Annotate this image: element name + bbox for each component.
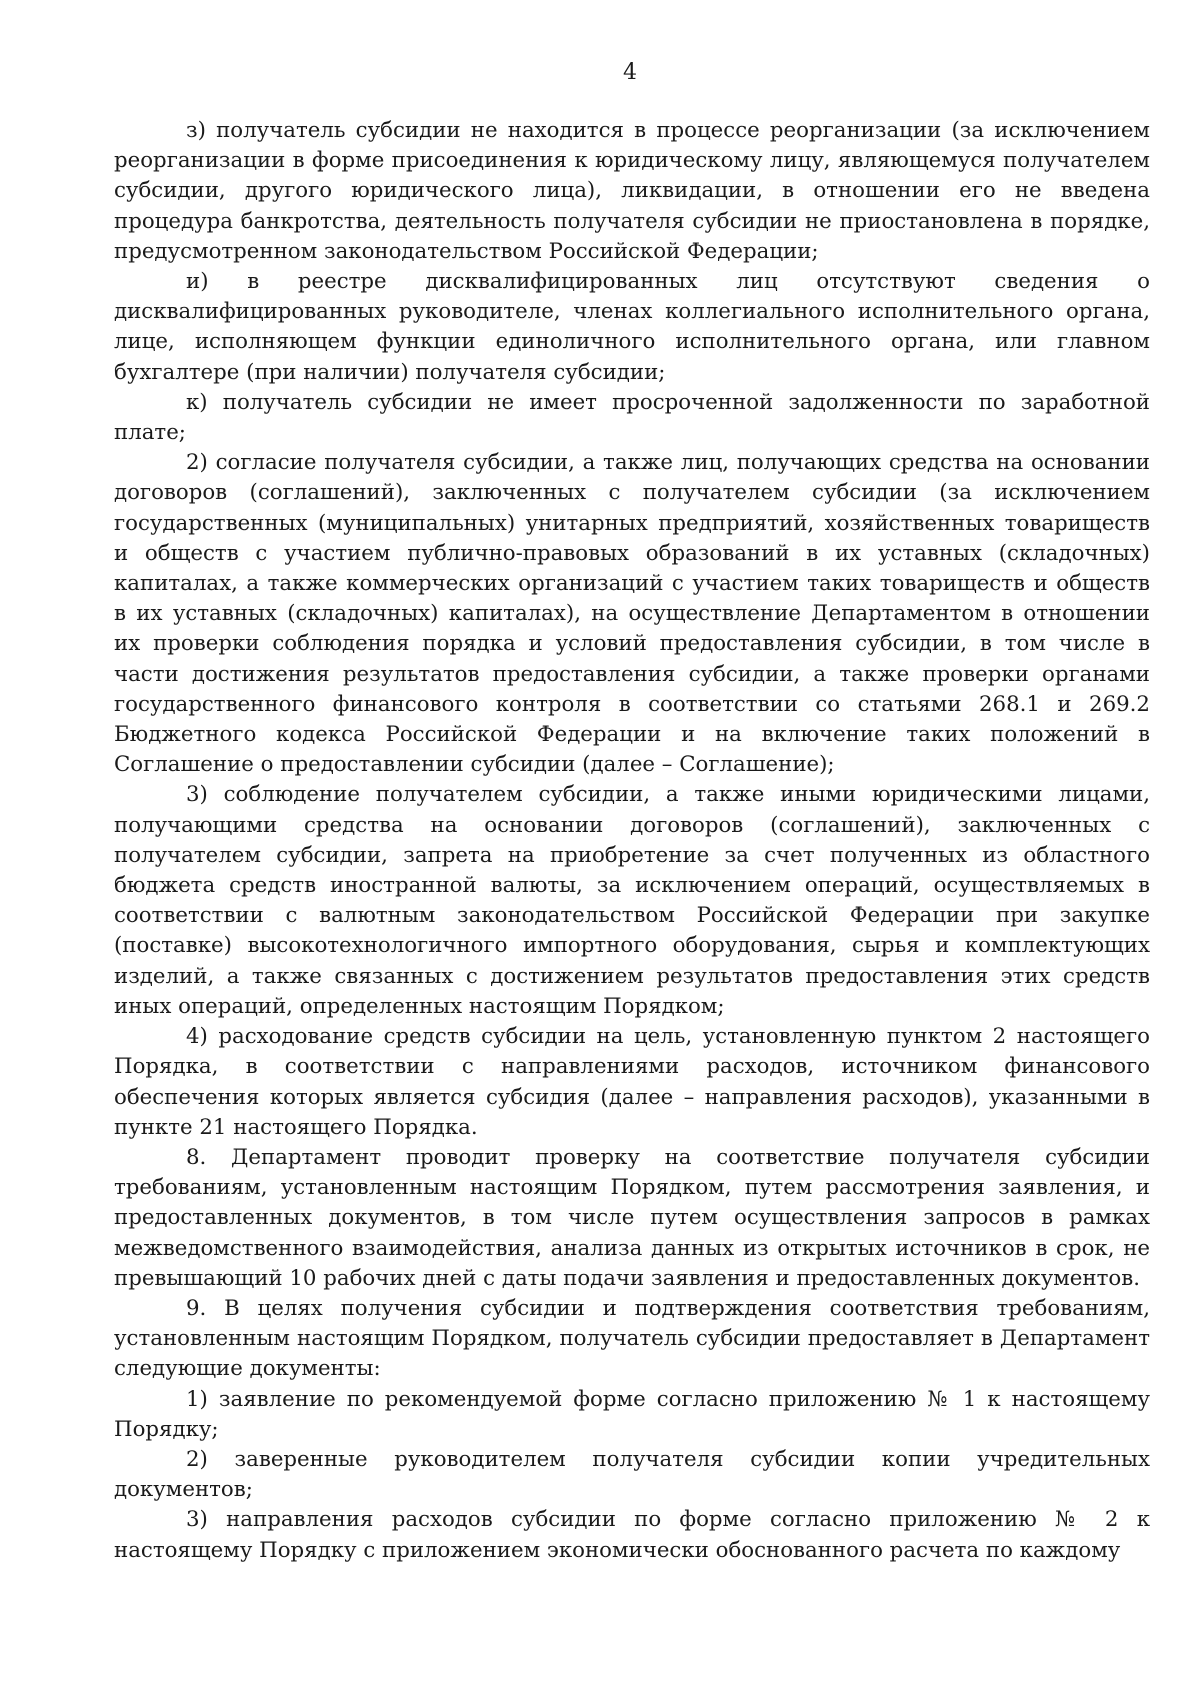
paragraph-9-1: 1) заявление по рекомендуемой форме согласно приложению № 1 к настоящему Порядку; [114, 1386, 1150, 1442]
paragraph-4: 4) расходование средств субсидии на цель, установленную пунктом 2 настоящего Порядка, в соответствии с направлениями расходов, источником финансового обеспечения которых является субсидия (далее – направления расходов), указанными в пункте 21 настоящего Порядка. [114, 1024, 1150, 1140]
paragraph-3: 3) соблюдение получателем субсидии, а также иными юридическими лицами, получающими средства на основании договоров (соглашений), заключенных с получателем субсидии, запрета на приобретение за счет полученных из областного бюджета средств иностранной валюты, за исключением операций, осуществляемых в соответствии с валютным законодательством Российской Федерации при закупке (поставке) высокотехнологичного импортного оборудования, сырья и комплектующих изделий, а также связанных с достижением результатов предоставления этих средств иных операций, определенных настоящим Порядком; [114, 782, 1150, 1019]
paragraph-k: к) получатель субсидии не имеет просроченной задолженности по заработной плате; [114, 389, 1150, 446]
document-body [114, 116, 1150, 1566]
paragraph-2: 2) согласие получателя субсидии, а также лиц, получающих средства на основании договоров (соглашений), заключенных с получателем субсидии (за исключением государственных (муниципальных) унитарных предприятий, хозяйственных товариществ и обществ с участием публично-правовых образований в их уставных (складочных) капиталах, а также коммерческих организаций с участием таких товариществ и обществ в их уставных (складочных) капиталах), на осуществление Департаментом в отношении их проверки соблюдения порядка и условий предоставления субсидии, в том числе в части достижения результатов предоставления субсидии, а также проверки органами государственного финансового контроля в соответствии со статьями 268.1 и 269.2 Бюджетного кодекса Российской Федерации и на включение таких положений в Соглашение о предоставлении субсидии (далее – Соглашение); [114, 450, 1150, 778]
paragraph-9-3: 3) направления расходов субсидии по форме согласно приложению № 2 к настоящему Порядку с приложением экономически обоснованного расчета по каждому [114, 1507, 1150, 1563]
paragraph-i: и) в реестре дисквалифицированных лиц отсутствуют сведения о дисквалифицированных руководителе, членах коллегиального исполнительного органа, лице, исполняющем функции единоличного исполнительного органа, или главном бухгалтере (при наличии) получателя субсидии; [114, 269, 1150, 385]
paragraph-8: 8. Департамент проводит проверку на соответствие получателя субсидии требованиям, установленным настоящим Порядком, путем рассмотрения заявления, и предоставленных документов, в том числе путем осуществления запросов в рамках межведомственного взаимодействия, анализа данных из открытых источников в срок, не превышающий 10 рабочих дней с даты подачи заявления и предоставленных документов. [114, 1144, 1150, 1291]
paragraph-9-2: 2) заверенные руководителем получателя субсидии копии учредительных документов; [114, 1446, 1150, 1503]
page-number: 4 [623, 60, 637, 85]
paragraph-9: 9. В целях получения субсидии и подтверждения соответствия требованиям, установленным настоящим Порядком, получатель субсидии предоставляет в Департамент следующие документы: [114, 1295, 1150, 1382]
paragraph-z: з) получатель субсидии не находится в процессе реорганизации (за исключением реорганизации в форме присоединения к юридическому лицу, являющемуся получателем субсидии, другого юридического лица), ликвидации, в отношении его не введена процедура банкротства, деятельность получателя субсидии не приостановлена в порядке, предусмотренном законодательством Российской Федерации; [114, 118, 1150, 264]
